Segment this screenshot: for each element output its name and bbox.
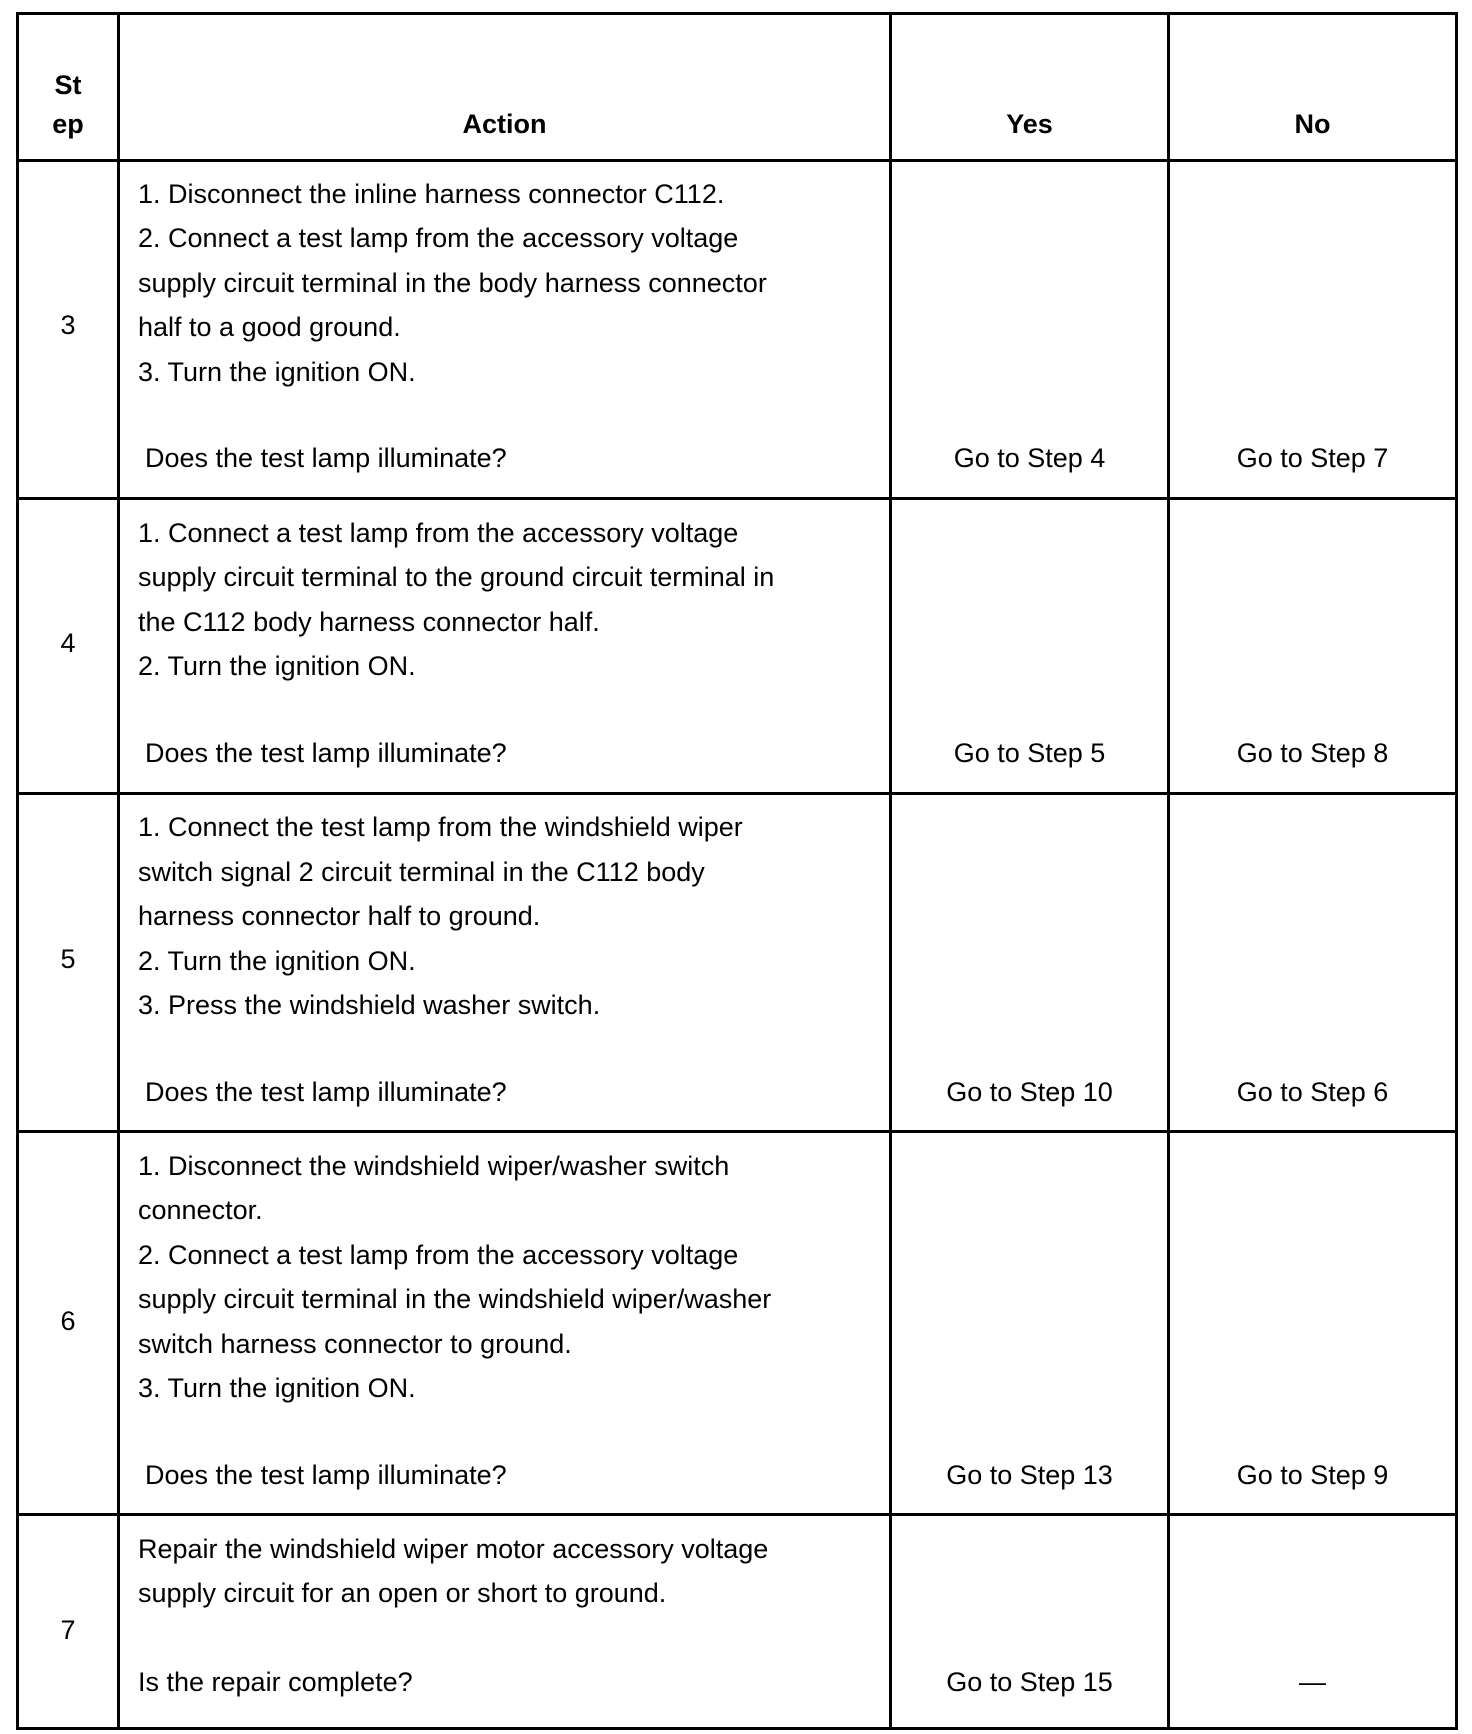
action-line: 1. Disconnect the windshield wiper/washer switch xyxy=(138,1151,730,1181)
header-yes: Yes xyxy=(1006,109,1053,139)
table-rule xyxy=(16,12,19,1730)
step-number: 7 xyxy=(60,1615,76,1645)
action-line: 3. Turn the ignition ON. xyxy=(138,357,416,387)
action-line: 2. Turn the ignition ON. xyxy=(138,651,416,681)
no-result: — xyxy=(1299,1667,1326,1697)
action-line: supply circuit terminal to the ground circuit terminal in xyxy=(138,562,775,592)
action-line: harness connector half to ground. xyxy=(138,901,541,931)
action-line: switch harness connector to ground. xyxy=(138,1329,572,1359)
action-question: Does the test lamp illuminate? xyxy=(145,738,507,768)
yes-result: Go to Step 15 xyxy=(946,1667,1113,1697)
no-result: Go to Step 6 xyxy=(1236,1077,1389,1107)
table-rule xyxy=(16,792,1458,795)
table-rule xyxy=(16,159,1458,162)
action-line: half to a good ground. xyxy=(138,312,401,342)
action-line: 1. Disconnect the inline harness connector C112. xyxy=(138,179,725,209)
action-line: 1. Connect the test lamp from the windshield wiper xyxy=(138,812,743,842)
action-line: the C112 body harness connector half. xyxy=(138,607,600,637)
no-result: Go to Step 9 xyxy=(1236,1460,1389,1490)
header-step-line1: St xyxy=(54,70,82,100)
action-line: supply circuit terminal in the body harness connector xyxy=(138,268,767,298)
table-rule xyxy=(16,12,1458,15)
action-line: connector. xyxy=(138,1195,263,1225)
action-line: 2. Connect a test lamp from the accessory voltage xyxy=(138,223,739,253)
step-number: 5 xyxy=(60,944,76,974)
yes-result: Go to Step 4 xyxy=(953,443,1106,473)
action-line: Repair the windshield wiper motor accessory voltage xyxy=(138,1534,769,1564)
table-rule xyxy=(16,1513,1458,1516)
table-rule xyxy=(1455,12,1458,1730)
diagnostic-table xyxy=(16,12,1458,1730)
action-question: Does the test lamp illuminate? xyxy=(145,443,507,473)
action-line: supply circuit for an open or short to ground. xyxy=(138,1578,667,1608)
action-line: 3. Press the windshield washer switch. xyxy=(138,990,601,1020)
action-line: supply circuit terminal in the windshield wiper/washer xyxy=(138,1284,772,1314)
action-question: Is the repair complete? xyxy=(138,1667,413,1697)
action-line: 1. Connect a test lamp from the accessory voltage xyxy=(138,518,739,548)
yes-result: Go to Step 13 xyxy=(946,1460,1113,1490)
action-line: 2. Connect a test lamp from the accessory voltage xyxy=(138,1240,739,1270)
table-rule xyxy=(16,497,1458,500)
header-action: Action xyxy=(462,109,547,139)
yes-result: Go to Step 5 xyxy=(953,738,1106,768)
action-line: 3. Turn the ignition ON. xyxy=(138,1373,416,1403)
action-line: 2. Turn the ignition ON. xyxy=(138,946,416,976)
table-rule xyxy=(16,1130,1458,1133)
yes-result: Go to Step 10 xyxy=(946,1077,1113,1107)
step-number: 4 xyxy=(60,628,76,658)
table-rule xyxy=(16,1727,1458,1730)
step-number: 3 xyxy=(60,310,76,340)
step-number: 6 xyxy=(60,1306,76,1336)
no-result: Go to Step 8 xyxy=(1236,738,1389,768)
header-no: No xyxy=(1294,109,1331,139)
action-line: switch signal 2 circuit terminal in the C112 body xyxy=(138,857,705,887)
table-rule xyxy=(117,12,120,1730)
action-question: Does the test lamp illuminate? xyxy=(145,1077,507,1107)
no-result: Go to Step 7 xyxy=(1236,443,1389,473)
header-step-line2: ep xyxy=(52,109,84,139)
action-question: Does the test lamp illuminate? xyxy=(145,1460,507,1490)
